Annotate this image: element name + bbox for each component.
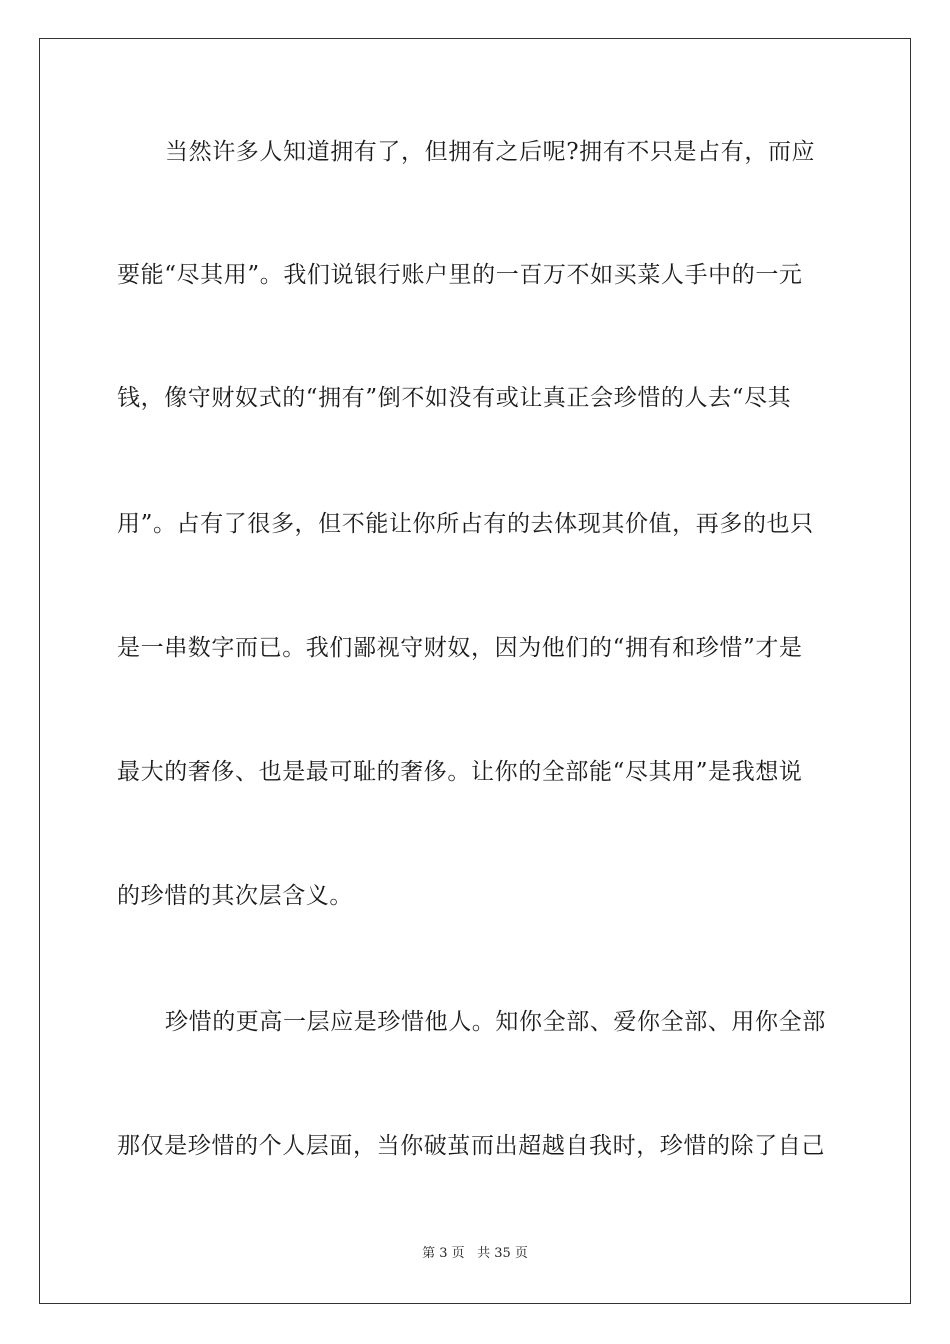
paragraph-1-line-1: 当然许多人知道拥有了，但拥有之后呢?拥有不只是占有，而应 bbox=[165, 139, 816, 165]
paragraph-2-line-1: 珍惜的更高一层应是珍惜他人。知你全部、爱你全部、用你全部 bbox=[165, 1009, 826, 1035]
paragraph-1-line-2: 要能“尽其用”。我们说银行账户里的一百万不如买菜人手中的一元 bbox=[117, 262, 803, 288]
paragraph-1-line-4: 用”。占有了很多，但不能让你所占有的去体现其价值，再多的也只 bbox=[117, 511, 814, 537]
paragraph-1-line-7: 的珍惜的其次层含义。 bbox=[117, 883, 353, 909]
page-footer bbox=[0, 1245, 950, 1263]
paragraph-2-line-2: 那仅是珍惜的个人层面，当你破茧而出超越自我时，珍惜的除了自己 bbox=[117, 1133, 825, 1159]
total-pages: 共 35 页 bbox=[477, 1246, 528, 1261]
paragraph-1-line-5: 是一串数字而已。我们鄙视守财奴，因为他们的“拥有和珍惜”才是 bbox=[117, 635, 803, 661]
paragraph-1-line-6: 最大的奢侈、也是最可耻的奢侈。让你的全部能“尽其用”是我想说 bbox=[117, 759, 803, 785]
page-border bbox=[39, 38, 911, 1304]
page-number: 第 3 页 bbox=[422, 1246, 465, 1261]
paragraph-1-line-3: 钱，像守财奴式的“拥有”倒不如没有或让真正会珍惜的人去“尽其 bbox=[117, 385, 792, 411]
